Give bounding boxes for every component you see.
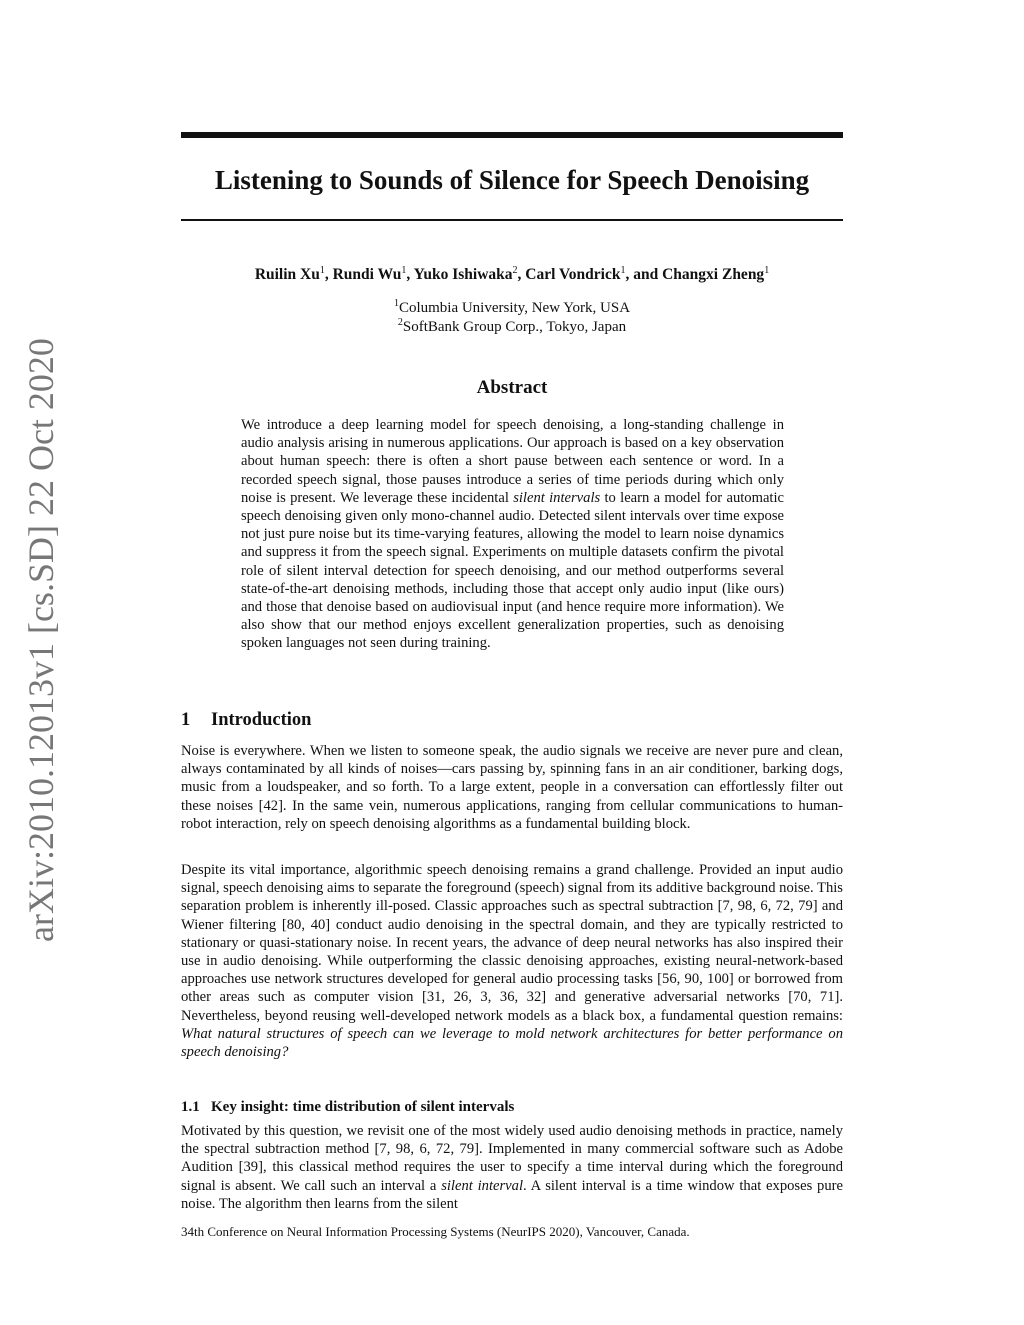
paragraph-text-part: Despite its vital importance, algorithmic speech denoising remains a grand challenge. Provided an input audio signal, speech denoising aims to separate the foreground (speech) signal from its additive background noise. This separation problem is inherently ill-posed. Classic approaches such as spectral subtraction [7, 98, 6, 72, 79] and Wiener filtering [80, 40] conduct audio denoising in the spectral domain, and they are typically restricted to stationary or quasi-stationary noise. In recent years, the advance of deep neural networks has also inspired their use in audio denoising. While outperforming the classic denoising approaches, existing neural-network-based approaches use network structures developed for general audio processing tasks [56, 90, 100] or borrowed from other areas such as computer vision [31, 26, 3, 36, 32] and generative adversarial networks [70, 71]. Nevertheless, beyond reusing well-developed network models as a black box, a fundamental question remains: — [181, 862, 843, 1024]
subsection-heading-key-insight — [181, 1097, 843, 1117]
section-title: Introduction — [211, 710, 312, 730]
abstract-text-part: to learn a model for automatic speech denoising given only mono-channel audio. Detected silent intervals over time expose not just pure noise but its time-varying features, allowing the model to learn noise dynamics and suppress it from the speech signal. Experiments on multiple datasets confirm the pivotal role of silent interval detection for speech denoising, and our method outperforms several state-of-the-art denoising methods, including those that accept only audio input (like ours) and those that denoise based on audiovisual input (and hence require more information). We also show that our method enjoys excellent generalization properties, such as denoising spoken languages not seen during training. — [241, 489, 785, 652]
paragraph-emphasis: What natural structures of speech can we leverage to mold network architectures for better performance on speech denoising? — [181, 1025, 843, 1061]
affiliation-list — [181, 299, 843, 337]
abstract-emphasis: silent intervals — [513, 489, 601, 506]
affiliation-mark: 2 — [397, 317, 403, 328]
title-rule-bottom — [181, 219, 843, 221]
affiliation-line — [181, 299, 843, 318]
author-name: Ruilin Xu — [254, 266, 320, 283]
author-list — [181, 264, 843, 286]
author-affiliation-mark: 1 — [764, 264, 770, 276]
author-affiliation-mark: 1 — [401, 264, 407, 276]
intro-paragraph-1: Noise is everywhere. When we listen to someone speak, the audio signals we receive are never pure and clean, always contaminated by all kinds of noises—cars passing by, spinning fans in an air conditioner, barking dogs, music from a loudspeaker, and so forth. To a large extent, people in a conversation can effortlessly filter out these noises [42]. In the same vein, numerous applications, ranging from cellular communications to human-robot interaction, rely on speech denoising algorithms as a fundamental building block. — [181, 743, 843, 832]
affiliation-mark: 1 — [393, 298, 399, 309]
author-separator: , — [406, 266, 414, 283]
author-name: Yuko Ishiwaka — [413, 266, 513, 283]
author-name: Rundi Wu — [332, 266, 402, 283]
subsection-number: 1.1 — [181, 1099, 200, 1115]
intro-paragraph-2 — [181, 861, 843, 1061]
author-separator: , — [324, 266, 333, 283]
affiliation-line — [181, 318, 843, 337]
author-affiliation-mark: 1 — [620, 264, 626, 276]
paragraph-text-part: . A silent interval is a time window that exposes pure noise. The algorithm then learns from the silent — [181, 1177, 843, 1212]
abstract-heading: Abstract — [476, 377, 548, 398]
affiliation-text: SoftBank Group Corp., Tokyo, Japan — [402, 319, 627, 335]
conference-footnote: 34th Conference on Neural Information Processing Systems (NeurIPS 2020), Vancouver, Canada. — [181, 1224, 690, 1239]
author-affiliation-mark: 2 — [512, 264, 518, 276]
paper-title: Listening to Sounds of Silence for Speech Denoising — [214, 165, 810, 195]
affiliation-text: Columbia University, New York, USA — [398, 300, 631, 316]
author-affiliation-mark: 1 — [319, 264, 325, 276]
abstract-text — [241, 416, 784, 653]
author-name: Changxi Zheng — [662, 266, 765, 283]
paragraph-emphasis: silent interval — [441, 1177, 524, 1194]
title-rule-top — [181, 132, 843, 138]
key-insight-paragraph — [181, 1122, 843, 1213]
author-name: Carl Vondrick — [525, 266, 621, 283]
author-separator: , and — [625, 266, 663, 283]
section-heading-introduction — [181, 708, 843, 732]
section-number: 1 — [181, 710, 191, 730]
abstract-text-part: We introduce a deep learning model for speech denoising, a long-standing challenge in audio analysis arising in numerous applications. Our approach is based on a key observation about human speech: there is often a short pause between each sentence or word. In a recorded speech signal, those pauses introduce a series of time periods during which only noise is present. We leverage these incidental — [241, 417, 784, 506]
paragraph-text-part: Motivated by this question, we revisit one of the most widely used audio denoising methods in practice, namely the spectral subtraction method [7, 98, 6, 72, 79]. Implemented in many commercial software such as Adobe Audition [39], this classical method requires the user to specify a time interval during which the foreground signal is absent. We call such an interval a — [181, 1123, 843, 1194]
arxiv-stamp: arXiv:2010.12013v1 [cs.SD] 22 Oct 2020 — [21, 338, 61, 942]
author-separator: , — [517, 266, 526, 283]
subsection-title: Key insight: time distribution of silent intervals — [211, 1099, 515, 1115]
